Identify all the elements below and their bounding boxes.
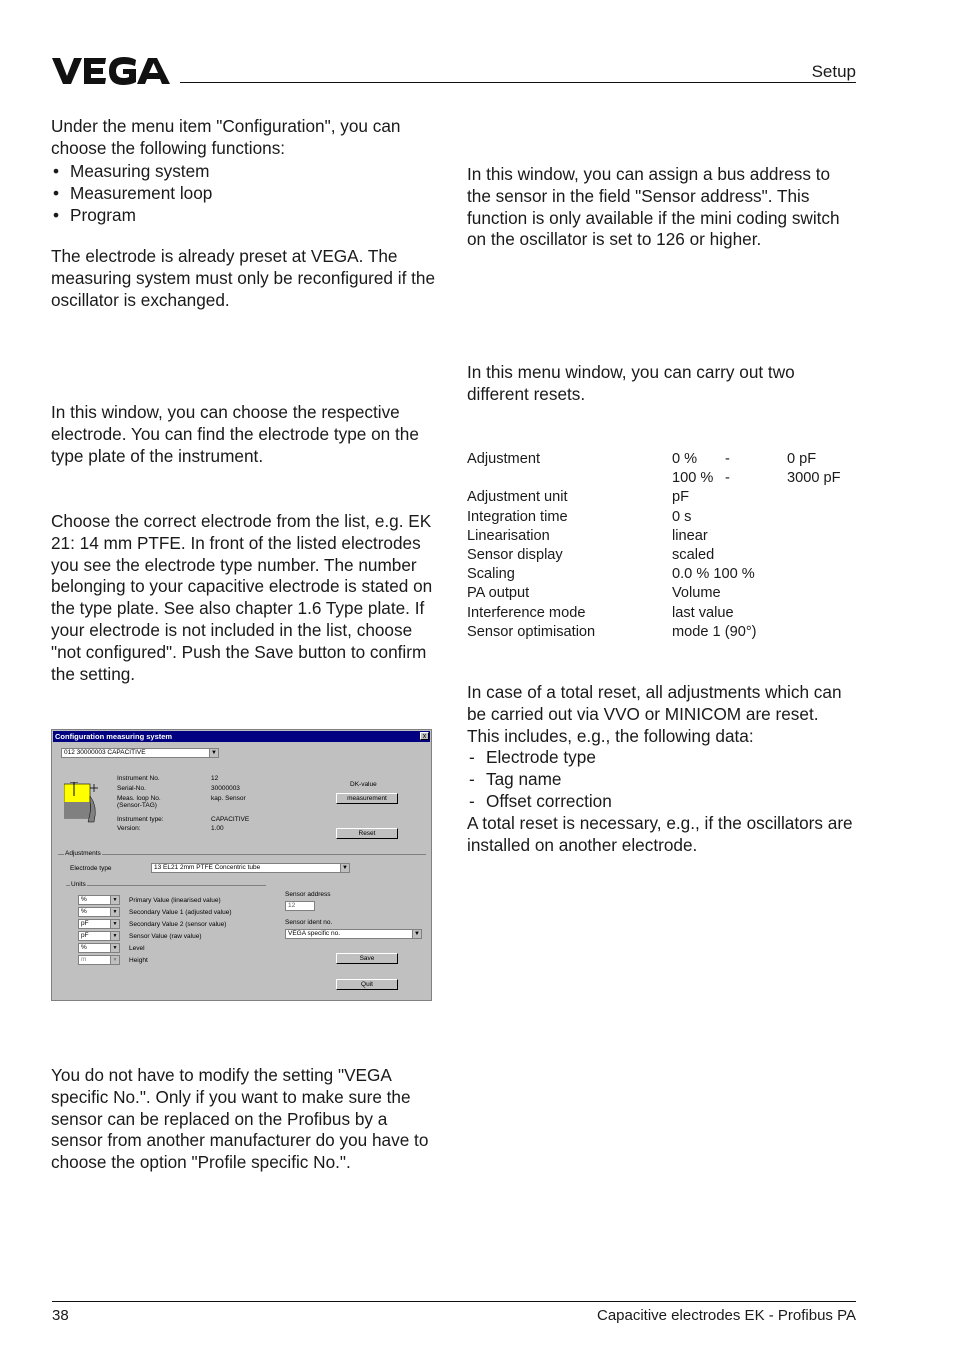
unit-value: % bbox=[81, 896, 87, 903]
table-row bbox=[467, 508, 856, 527]
default-values-table bbox=[467, 450, 856, 642]
includes-text: This includes, e.g., the following data: bbox=[467, 725, 754, 746]
electrode-type-label: Electrode type bbox=[70, 865, 112, 872]
unit-value: m bbox=[81, 956, 87, 963]
choose-correct-paragraph: Choose the correct electrode from the list, e.g. EK 21: 14 mm PTFE. In front of the listed electrodes you see the electrode type number. The number belonging to your capacitive electrode is stated on the type plate. See also chapter 1.6 Type plate. If your electrode is not included in the list, choose "not configured". Push the Save button to confirm the setting. bbox=[51, 511, 433, 684]
electrode-type-value: 13 EL21 2mm PTFE Concentric tube bbox=[154, 864, 261, 871]
document-title: Capacitive electrodes EK - Profibus PA bbox=[596, 1307, 856, 1324]
necessary-text: A total reset is necessary, e.g., if the oscillators are installed on another electrode. bbox=[467, 812, 853, 855]
row-value: 100 % bbox=[672, 470, 714, 487]
close-icon[interactable]: x bbox=[420, 732, 429, 740]
row-label: Integration time bbox=[467, 508, 568, 525]
footer-rule bbox=[52, 1301, 856, 1302]
unit-name: Sensor Value (raw value) bbox=[129, 933, 202, 940]
table-row bbox=[467, 488, 856, 507]
info-label: Instrument type: bbox=[117, 816, 164, 823]
sensor-ident-value: VEGA specific no. bbox=[288, 930, 341, 937]
quit-button[interactable]: Quit bbox=[336, 979, 398, 990]
row-label: Sensor display bbox=[467, 546, 563, 563]
table-row bbox=[467, 604, 856, 623]
sensor-ident-label: Sensor ident no. bbox=[285, 919, 333, 926]
chevron-down-icon: ▼ bbox=[209, 749, 218, 757]
list-item: - Offset correction bbox=[467, 791, 856, 813]
page-number: 38 bbox=[52, 1307, 69, 1324]
dk-value-label: DK-value bbox=[350, 781, 377, 788]
reset-data-list bbox=[467, 747, 856, 812]
unit-select[interactable] bbox=[78, 907, 120, 917]
chevron-down-icon: ▼ bbox=[110, 896, 119, 904]
resets-intro-paragraph: In this menu window, you can carry out two different resets. bbox=[467, 362, 795, 404]
list-item: - Electrode type bbox=[467, 747, 856, 769]
table-row bbox=[467, 469, 856, 488]
info-value: 12 bbox=[211, 775, 219, 782]
choose-window-paragraph: In this window, you can choose the respective electrode. You can find the electrode type on the type plate of the instrument. bbox=[51, 402, 419, 466]
info-label: Version: bbox=[117, 825, 141, 832]
table-row bbox=[467, 546, 856, 565]
chevron-down-icon: ▼ bbox=[110, 908, 119, 916]
row-value: 0 s bbox=[672, 508, 692, 525]
bus-address-paragraph: In this window, you can assign a bus address to the sensor in the field "Sensor address". This function is only available if the mini coding switch on the oscillator is set to 126 or higher. bbox=[467, 164, 840, 250]
units-label: Units bbox=[71, 881, 86, 888]
units-group-rule bbox=[66, 885, 266, 886]
table-row bbox=[467, 584, 856, 603]
row-dash: - bbox=[725, 451, 730, 467]
window-title: Configuration measuring system bbox=[53, 731, 430, 742]
unit-select[interactable] bbox=[78, 943, 120, 953]
adjustments-group-rule bbox=[58, 854, 426, 855]
configuration-window bbox=[51, 729, 432, 1001]
unit-name: Primary Value (linearised value) bbox=[129, 897, 221, 904]
row-value: last value bbox=[672, 604, 734, 621]
unit-name: Secondary Value 1 (adjusted value) bbox=[129, 909, 232, 916]
info-value: CAPACITIVE bbox=[211, 816, 250, 823]
row-label: Scaling bbox=[467, 566, 515, 583]
row-value: Volume bbox=[672, 585, 721, 602]
info-label: Instrument No. bbox=[117, 775, 160, 782]
row-label: Adjustment unit bbox=[467, 489, 568, 506]
unit-value: % bbox=[81, 908, 87, 915]
row-value: scaled bbox=[672, 546, 715, 563]
list-item: • Measuring system bbox=[51, 160, 443, 182]
table-row bbox=[467, 565, 856, 584]
row-value: pF bbox=[672, 489, 690, 506]
unit-name: Secondary Value 2 (sensor value) bbox=[129, 921, 227, 928]
info-value: 30000003 bbox=[211, 785, 240, 792]
preset-paragraph: The electrode is already preset at VEGA. The measuring system must only be reconfigured if the oscillator is exchanged. bbox=[51, 246, 436, 310]
info-label: Serial-No. bbox=[117, 785, 146, 792]
list-item: • Program bbox=[51, 204, 443, 226]
chevron-down-icon: ▼ bbox=[110, 944, 119, 952]
chevron-down-icon: ▼ bbox=[412, 930, 421, 938]
vega-logo bbox=[52, 50, 174, 90]
intro-text: Under the menu item "Configuration", you can choose the following functions: bbox=[51, 116, 401, 158]
row-label: Adjustment bbox=[467, 451, 541, 467]
adjustments-label: Adjustments bbox=[65, 850, 101, 857]
sensor-address-label: Sensor address bbox=[285, 891, 331, 898]
unit-name: Height bbox=[129, 957, 148, 964]
row-dash: - bbox=[725, 470, 730, 487]
info-value: kap. Sensor bbox=[211, 795, 246, 802]
row-value: mode 1 (90°) bbox=[672, 623, 757, 640]
unit-select[interactable] bbox=[78, 931, 120, 941]
instrument-select-value: 012 30000003 CAPACITIVE bbox=[64, 749, 146, 756]
table-row bbox=[467, 623, 856, 642]
chevron-down-icon: ▼ bbox=[110, 932, 119, 940]
unit-value: % bbox=[81, 944, 87, 951]
row-label: Sensor optimisation bbox=[467, 623, 596, 640]
total-reset-block bbox=[467, 682, 856, 856]
unit-value: pF bbox=[81, 920, 89, 927]
info-value: 1.00 bbox=[211, 825, 224, 832]
info-label: (Sensor-TAG) bbox=[117, 802, 157, 809]
total-reset-text: In case of a total reset, all adjustments which can be carried out via VVO or MINICOM are reset. bbox=[467, 682, 842, 724]
electrode-icon bbox=[64, 782, 102, 828]
table-row bbox=[467, 450, 856, 469]
unit-value: pF bbox=[81, 932, 89, 939]
measurement-button[interactable]: measurement bbox=[336, 793, 398, 804]
row-label: PA output bbox=[467, 585, 530, 602]
chevron-down-icon: ▼ bbox=[110, 920, 119, 928]
sensor-ident-select[interactable] bbox=[285, 929, 422, 939]
reset-button[interactable]: Reset bbox=[336, 828, 398, 839]
unit-select[interactable] bbox=[78, 895, 120, 905]
list-item: - Tag name bbox=[467, 769, 856, 791]
list-item: • Measurement loop bbox=[51, 182, 443, 204]
electrode-type-select[interactable] bbox=[151, 863, 350, 873]
svg-text:VEGA: VEGA bbox=[52, 50, 55, 51]
chevron-down-icon: ▼ bbox=[340, 864, 349, 872]
info-label: Meas. loop No. bbox=[117, 795, 161, 802]
row-right-value: 3000 pF bbox=[787, 470, 841, 487]
intro-block bbox=[51, 116, 443, 226]
section-title: Setup bbox=[811, 62, 856, 81]
unit-select[interactable] bbox=[78, 955, 120, 965]
row-right-value: 0 pF bbox=[787, 451, 817, 467]
row-value: linear bbox=[672, 527, 708, 544]
header-rule bbox=[180, 82, 856, 83]
unit-select[interactable] bbox=[78, 919, 120, 929]
functions-list bbox=[51, 160, 443, 226]
row-label: Linearisation bbox=[467, 527, 550, 544]
row-label: Interference mode bbox=[467, 604, 586, 621]
save-button[interactable]: Save bbox=[336, 953, 398, 964]
table-row bbox=[467, 527, 856, 546]
instrument-select[interactable] bbox=[61, 748, 219, 758]
sensor-address-input[interactable]: 12 bbox=[285, 901, 315, 911]
unit-name: Level bbox=[129, 945, 145, 952]
chevron-down-icon: ▼ bbox=[110, 956, 119, 964]
row-value: 0 % bbox=[672, 451, 698, 467]
row-value: 0.0 % 100 % bbox=[672, 566, 755, 583]
vega-specific-paragraph: You do not have to modify the setting "VEGA specific No.". Only if you want to make sure the sensor can be replaced on the Profibus by a sensor from another manufacturer do you have to choose the option "Profile specific No.". bbox=[51, 1065, 429, 1173]
